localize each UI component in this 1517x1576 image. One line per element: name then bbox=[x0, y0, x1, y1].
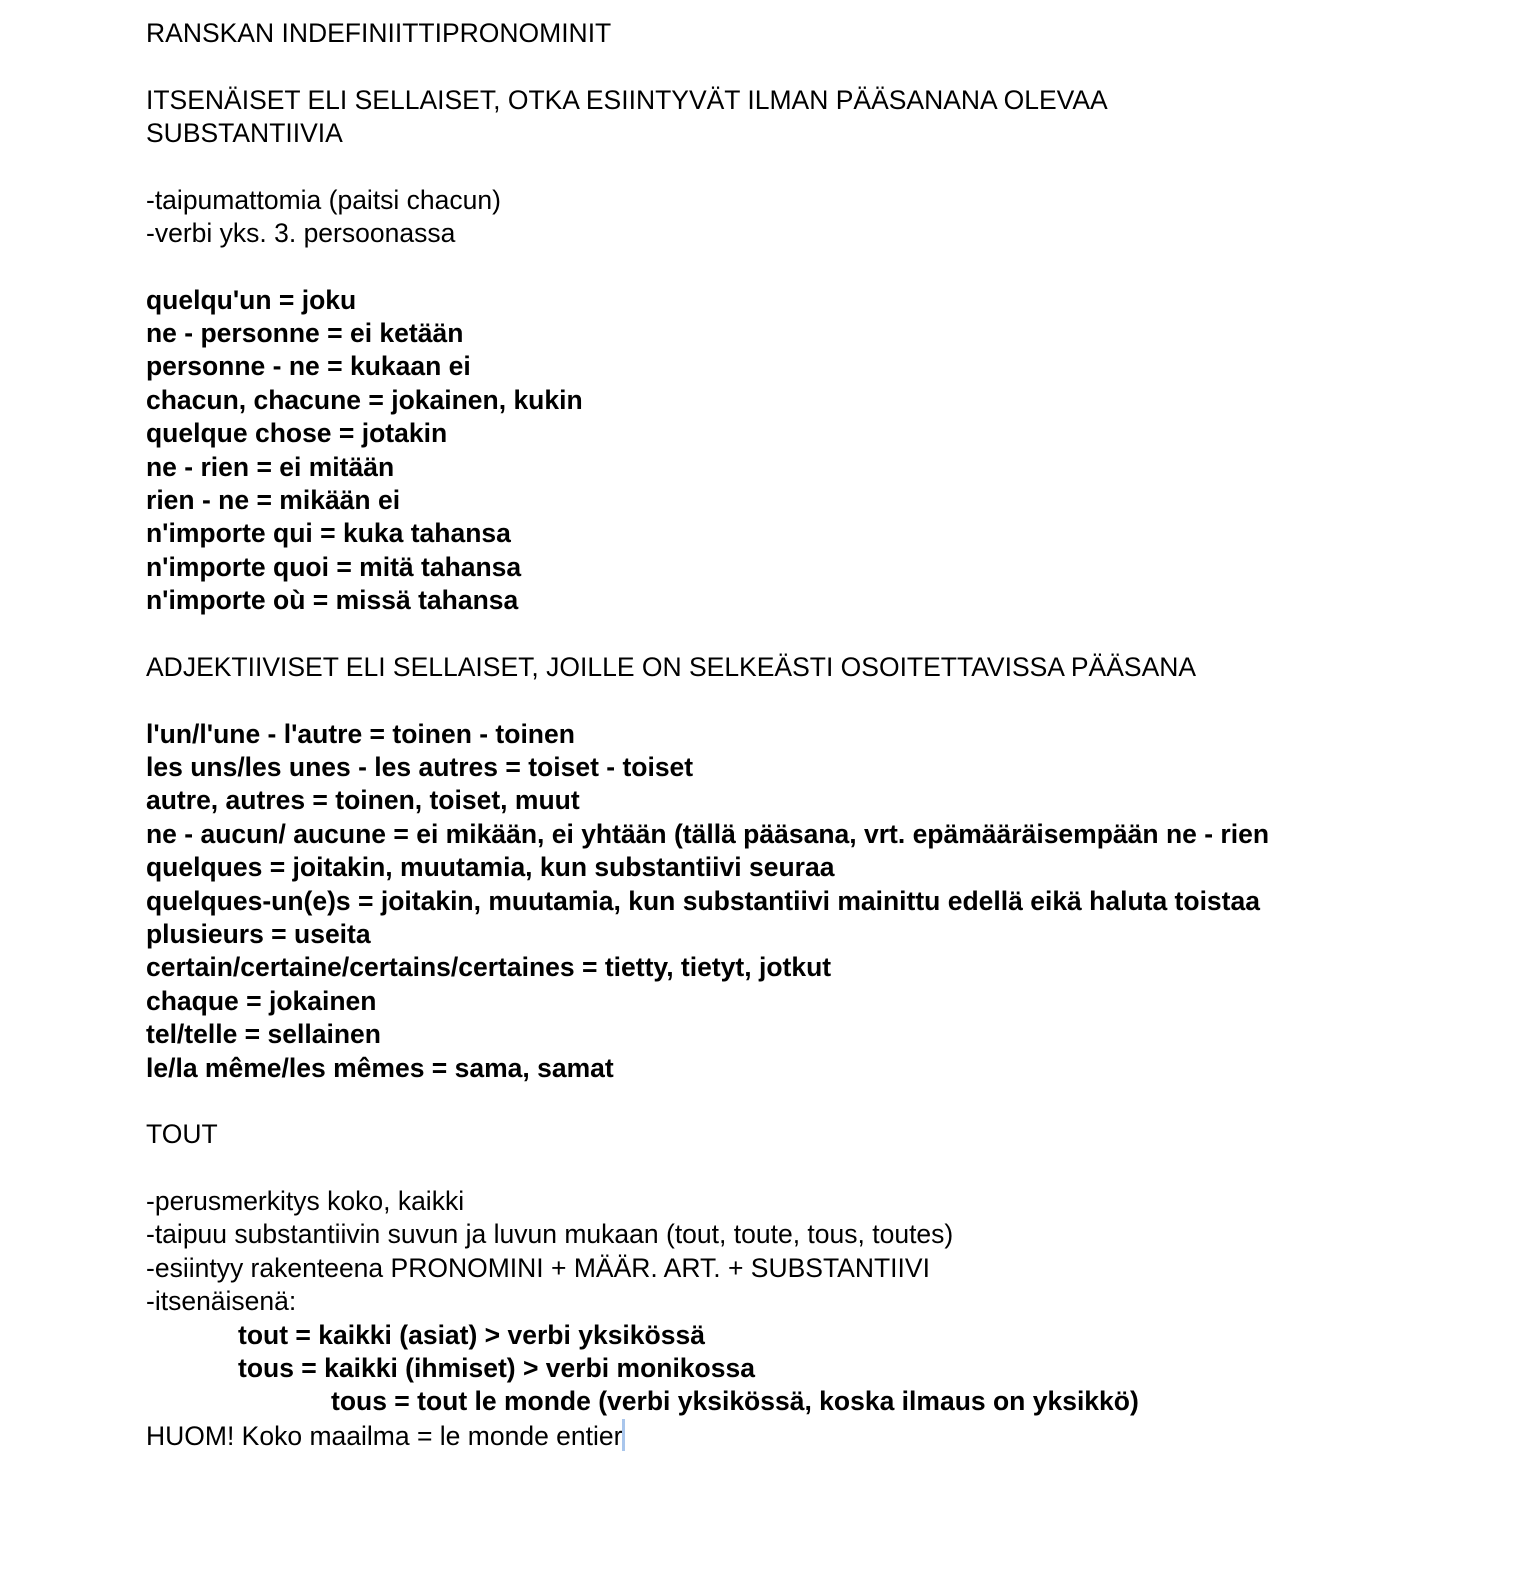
section3-note: -esiintyy rakenteena PRONOMINI + MÄÄR. ART. + SUBSTANTIIVI bbox=[146, 1253, 930, 1283]
document-title: RANSKAN INDEFINIITTIPRONOMINIT bbox=[146, 18, 612, 48]
section1-item: n'importe qui = kuka tahansa bbox=[146, 518, 511, 548]
section1-note: -verbi yks. 3. persoonassa bbox=[146, 218, 456, 248]
section1-heading-line2: SUBSTANTIIVIA bbox=[146, 118, 343, 148]
section2-item: quelques = joitakin, muutamia, kun substantiivi seuraa bbox=[146, 852, 835, 882]
section3-double-indented-item: tous = tout le monde (verbi yksikössä, koska ilmaus on yksikkö) bbox=[331, 1386, 1139, 1416]
section3-indented-item: tout = kaikki (asiat) > verbi yksikössä bbox=[238, 1320, 705, 1350]
section1-heading-line1: ITSENÄISET ELI SELLAISET, OTKA ESIINTYVÄT ILMAN PÄÄSANANA OLEVAA bbox=[146, 85, 1108, 115]
section2-item: l'un/l'une - l'autre = toinen - toinen bbox=[146, 719, 575, 749]
section1-item: quelqu'un = joku bbox=[146, 285, 357, 315]
section3-note: -perusmerkitys koko, kaikki bbox=[146, 1186, 465, 1216]
final-note-line[interactable] bbox=[146, 1419, 625, 1453]
section2-item: chaque = jokainen bbox=[146, 986, 377, 1016]
section1-note: -taipumattomia (paitsi chacun) bbox=[146, 185, 501, 215]
section1-item: personne - ne = kukaan ei bbox=[146, 351, 471, 381]
section1-item: chacun, chacune = jokainen, kukin bbox=[146, 385, 583, 415]
text-cursor bbox=[622, 1419, 625, 1451]
section2-item: certain/certaine/certains/certaines = tietty, tietyt, jotkut bbox=[146, 952, 832, 982]
section2-heading: ADJEKTIIVISET ELI SELLAISET, JOILLE ON SELKEÄSTI OSOITETTAVISSA PÄÄSANA bbox=[146, 652, 1197, 682]
final-note: HUOM! Koko maailma = le monde entier bbox=[146, 1421, 623, 1451]
section2-item: tel/telle = sellainen bbox=[146, 1019, 381, 1049]
section1-item: n'importe où = missä tahansa bbox=[146, 585, 519, 615]
section2-item: autre, autres = toinen, toiset, muut bbox=[146, 785, 580, 815]
section1-item: ne - personne = ei ketään bbox=[146, 318, 464, 348]
section2-item: le/la même/les mêmes = sama, samat bbox=[146, 1053, 614, 1083]
section2-item: quelques-un(e)s = joitakin, muutamia, kun substantiivi mainittu edellä eikä haluta toistaa bbox=[146, 886, 1260, 916]
section3-note: -taipuu substantiivin suvun ja luvun mukaan (tout, toute, tous, toutes) bbox=[146, 1219, 954, 1249]
section3-note: -itsenäisenä: bbox=[146, 1286, 297, 1316]
section1-item: n'importe quoi = mitä tahansa bbox=[146, 552, 522, 582]
section1-item: quelque chose = jotakin bbox=[146, 418, 448, 448]
section3-heading: TOUT bbox=[146, 1119, 218, 1149]
section2-item: plusieurs = useita bbox=[146, 919, 371, 949]
section1-item: rien - ne = mikään ei bbox=[146, 485, 401, 515]
section1-item: ne - rien = ei mitään bbox=[146, 452, 395, 482]
section3-indented-item: tous = kaikki (ihmiset) > verbi monikossa bbox=[238, 1353, 755, 1383]
section2-item: les uns/les unes - les autres = toiset - toiset bbox=[146, 752, 694, 782]
section2-item: ne - aucun/ aucune = ei mikään, ei yhtään (tällä pääsana, vrt. epämääräisempään ne - rien bbox=[146, 819, 1270, 849]
